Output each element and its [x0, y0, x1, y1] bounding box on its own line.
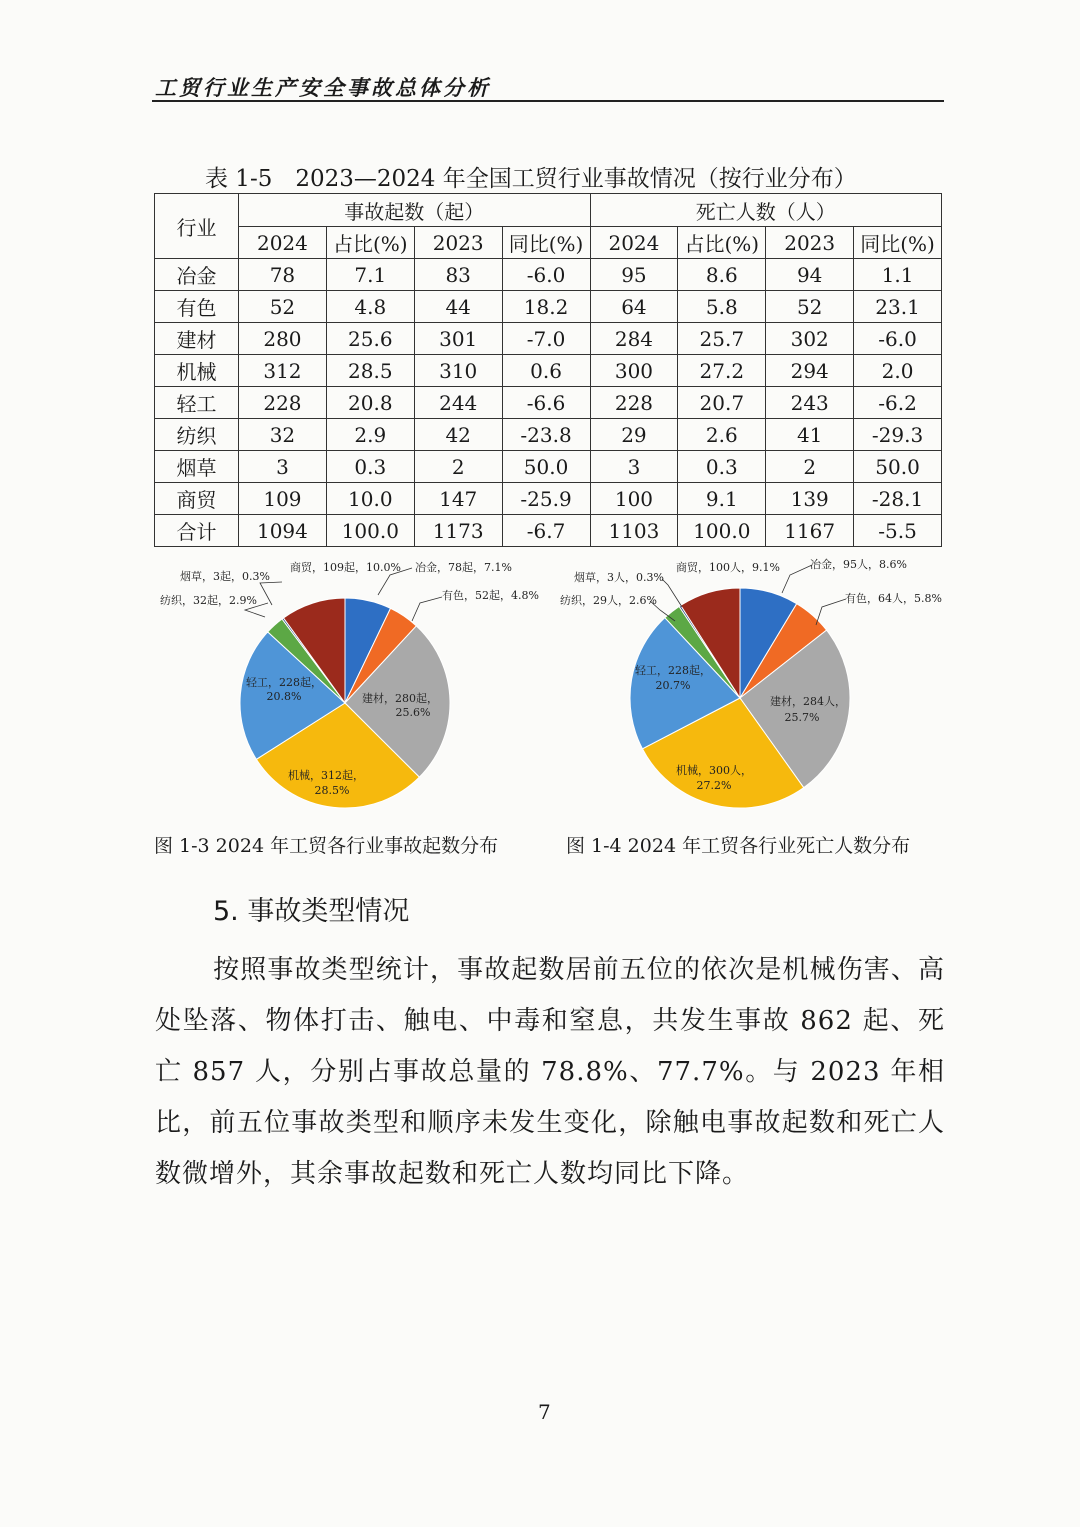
- value-cell: 294: [766, 355, 854, 387]
- table-row: [155, 259, 942, 291]
- subheader-cell: 同比(%): [854, 227, 942, 259]
- value-cell: 2: [414, 451, 502, 483]
- value-cell: 25.7: [678, 323, 766, 355]
- value-cell: 228: [590, 387, 678, 419]
- industry-cell: 烟草: [155, 451, 239, 483]
- value-cell: 28.5: [326, 355, 414, 387]
- section-heading: 5. 事故类型情况: [213, 896, 410, 927]
- subheader-cell: 同比(%): [502, 227, 590, 259]
- value-cell: -25.9: [502, 483, 590, 515]
- value-cell: -5.5: [854, 515, 942, 547]
- pie-label: 20.8%: [266, 690, 302, 703]
- value-cell: 243: [766, 387, 854, 419]
- pie-label: 20.7%: [655, 679, 691, 692]
- table-row: [155, 419, 942, 451]
- value-cell: 147: [414, 483, 502, 515]
- pie-chart-deaths: [550, 555, 950, 815]
- table-row: [155, 355, 942, 387]
- value-cell: -23.8: [502, 419, 590, 451]
- value-cell: 94: [766, 259, 854, 291]
- figure-caption-deaths: 图 1-4 2024 年工贸各行业死亡人数分布: [566, 835, 911, 857]
- value-cell: 301: [414, 323, 502, 355]
- body-paragraph-text: 按照事故类型统计，事故起数居前五位的依次是机械伤害、高处坠落、物体打击、触电、中毒和窒息，共发生事故 862 起、死亡 857 人，分别占事故总量的 78.8%、77.7%。与 2023 年相比，前五位事故类型和顺序未发生变化，除触电事故起数和死亡人数微增外，其余事故起数和死亡人数均同比下降。: [155, 955, 945, 1189]
- value-cell: 7.1: [326, 259, 414, 291]
- value-cell: 100.0: [326, 515, 414, 547]
- pie-label: 有色，52起，4.8%: [442, 589, 539, 602]
- value-cell: 27.2: [678, 355, 766, 387]
- table-row: [155, 483, 942, 515]
- industry-cell: 商贸: [155, 483, 239, 515]
- pie-label: 建材，280起，: [362, 692, 438, 705]
- industry-cell: 合计: [155, 515, 239, 547]
- pie-label: 烟草，3人，0.3%: [574, 571, 664, 584]
- value-cell: 1094: [239, 515, 327, 547]
- subheader-cell: 2024: [590, 227, 678, 259]
- value-cell: 0.6: [502, 355, 590, 387]
- pie-label: 冶金，78起，7.1%: [415, 561, 512, 574]
- header-deaths-group: 死亡人数（人）: [590, 194, 942, 227]
- table-row: [155, 323, 942, 355]
- pie-label: 纺织，32起，2.9%: [160, 594, 257, 607]
- value-cell: 284: [590, 323, 678, 355]
- pie-label: 纺织，29人，2.6%: [560, 594, 657, 607]
- pie-label: 28.5%: [314, 784, 350, 797]
- pie-label: 有色，64人，5.8%: [845, 592, 942, 605]
- pie-label: 27.2%: [696, 779, 732, 792]
- value-cell: 25.6: [326, 323, 414, 355]
- value-cell: 1167: [766, 515, 854, 547]
- pie-label: 轻工，228起，: [635, 664, 711, 677]
- value-cell: 302: [766, 323, 854, 355]
- pie-label: 25.7%: [784, 711, 820, 724]
- value-cell: 20.8: [326, 387, 414, 419]
- value-cell: 41: [766, 419, 854, 451]
- value-cell: 78: [239, 259, 327, 291]
- value-cell: 83: [414, 259, 502, 291]
- value-cell: 0.3: [326, 451, 414, 483]
- pie-label: 商贸，109起，10.0%: [290, 561, 401, 574]
- value-cell: 280: [239, 323, 327, 355]
- value-cell: 52: [766, 291, 854, 323]
- industry-accident-table: [154, 193, 942, 547]
- pie-label: 商贸，100人，9.1%: [676, 561, 780, 574]
- value-cell: -28.1: [854, 483, 942, 515]
- value-cell: 18.2: [502, 291, 590, 323]
- pie-label: 25.6%: [395, 706, 431, 719]
- industry-cell: 轻工: [155, 387, 239, 419]
- value-cell: 244: [414, 387, 502, 419]
- value-cell: 50.0: [854, 451, 942, 483]
- value-cell: 1103: [590, 515, 678, 547]
- value-cell: 32: [239, 419, 327, 451]
- value-cell: 2: [766, 451, 854, 483]
- header-accidents-group: 事故起数（起）: [239, 194, 591, 227]
- value-cell: 2.9: [326, 419, 414, 451]
- value-cell: -6.0: [854, 323, 942, 355]
- value-cell: 52: [239, 291, 327, 323]
- body-paragraph: [155, 945, 945, 1200]
- leader-line: [260, 582, 282, 605]
- value-cell: 100.0: [678, 515, 766, 547]
- subheader-cell: 占比(%): [326, 227, 414, 259]
- pie-label: 烟草，3起，0.3%: [180, 570, 270, 583]
- value-cell: 95: [590, 259, 678, 291]
- subheader-cell: 2023: [766, 227, 854, 259]
- table-caption: 表 1-5 2023—2024 年全国工贸行业事故情况（按行业分布）: [205, 166, 857, 192]
- figure-caption-accidents: 图 1-3 2024 年工贸各行业事故起数分布: [154, 835, 499, 857]
- table-row: [155, 451, 942, 483]
- leader-line: [816, 599, 846, 625]
- page-number: 7: [538, 1400, 551, 1424]
- value-cell: 139: [766, 483, 854, 515]
- value-cell: 8.6: [678, 259, 766, 291]
- value-cell: 50.0: [502, 451, 590, 483]
- industry-cell: 纺织: [155, 419, 239, 451]
- pie-label: 轻工，228起，: [246, 676, 322, 689]
- leader-line: [782, 565, 812, 593]
- value-cell: -6.7: [502, 515, 590, 547]
- running-header: 工贸行业生产安全事故总体分析: [155, 76, 491, 100]
- subheader-cell: 2023: [414, 227, 502, 259]
- pie-chart-accidents: [150, 555, 550, 815]
- value-cell: 3: [239, 451, 327, 483]
- industry-cell: 有色: [155, 291, 239, 323]
- industry-cell: 机械: [155, 355, 239, 387]
- value-cell: 0.3: [678, 451, 766, 483]
- subheader-cell: 2024: [239, 227, 327, 259]
- value-cell: 29: [590, 419, 678, 451]
- value-cell: 310: [414, 355, 502, 387]
- pie-label: 机械，300人，: [676, 764, 752, 777]
- value-cell: 1173: [414, 515, 502, 547]
- value-cell: 9.1: [678, 483, 766, 515]
- value-cell: 100: [590, 483, 678, 515]
- leader-line: [662, 579, 682, 607]
- header-industry: 行业: [155, 194, 239, 259]
- value-cell: 42: [414, 419, 502, 451]
- value-cell: 109: [239, 483, 327, 515]
- value-cell: 5.8: [678, 291, 766, 323]
- value-cell: 3: [590, 451, 678, 483]
- value-cell: 44: [414, 291, 502, 323]
- leader-line: [412, 597, 442, 621]
- subheader-cell: 占比(%): [678, 227, 766, 259]
- industry-cell: 冶金: [155, 259, 239, 291]
- table-row: [155, 291, 942, 323]
- value-cell: 4.8: [326, 291, 414, 323]
- pie-label: 建材，284人，: [770, 695, 846, 708]
- pie-label: 冶金，95人，8.6%: [810, 558, 907, 571]
- value-cell: 300: [590, 355, 678, 387]
- value-cell: -6.2: [854, 387, 942, 419]
- value-cell: -6.0: [502, 259, 590, 291]
- industry-cell: 建材: [155, 323, 239, 355]
- table-row: [155, 387, 942, 419]
- value-cell: 2.6: [678, 419, 766, 451]
- pie-label: 机械，312起，: [288, 769, 364, 782]
- table-row: [155, 515, 942, 547]
- value-cell: -7.0: [502, 323, 590, 355]
- value-cell: 64: [590, 291, 678, 323]
- value-cell: 312: [239, 355, 327, 387]
- header-rule: [152, 100, 944, 102]
- value-cell: 2.0: [854, 355, 942, 387]
- value-cell: 1.1: [854, 259, 942, 291]
- value-cell: 228: [239, 387, 327, 419]
- value-cell: 20.7: [678, 387, 766, 419]
- value-cell: 23.1: [854, 291, 942, 323]
- value-cell: 10.0: [326, 483, 414, 515]
- value-cell: -6.6: [502, 387, 590, 419]
- value-cell: -29.3: [854, 419, 942, 451]
